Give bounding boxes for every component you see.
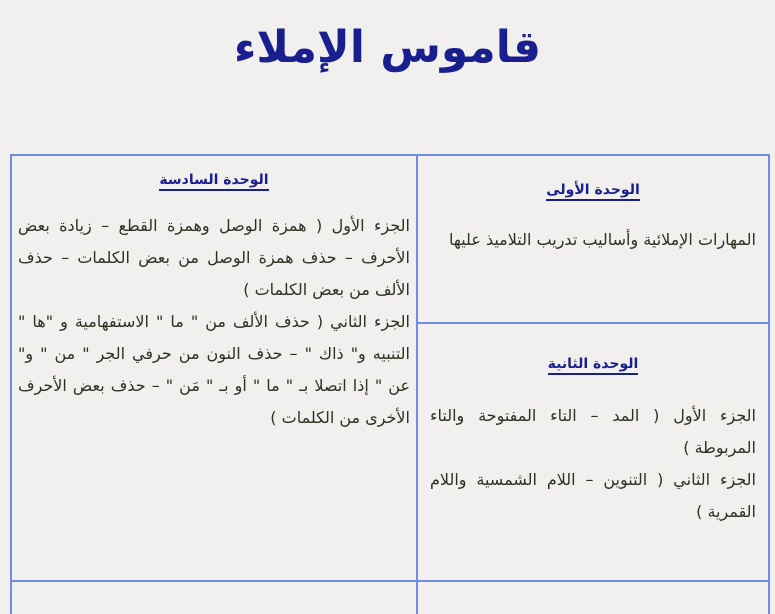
- page-title: قاموس الإملاء: [233, 22, 542, 73]
- unit-1-title: الوحدة الأولى: [430, 174, 756, 206]
- unit-6-part-1: الجزء الأول ( همزة الوصل وهمزة القطع – زيادة بعض الأحرف – حذف همزة الوصل من بعض الكلمات – حذف الألف من بعض الكلمات ): [18, 216, 410, 299]
- unit-1-text: المهارات الإملائية وأساليب تدريب التلاميذ عليها: [448, 230, 756, 249]
- unit-2-title: الوحدة الثانية: [430, 348, 756, 380]
- table-border-right: [768, 154, 770, 614]
- unit-6-cell: [12, 156, 416, 580]
- unit-2-part-2: الجزء الثاني ( التنوين – اللام الشمسية واللام القمرية ): [430, 470, 756, 521]
- unit-6-part-2: الجزء الثاني ( حذف الألف من " ما " الاستفهامية و "ها " التنبيه و" ذاك " – حذف النون من حرفي الجر " من " و" عن " إذا اتصلا بـ " ما " أو بـ " مَن " – حذف بعض الأحرف الأخرى من الكلمات ): [18, 312, 410, 427]
- table-divider-left-row: [12, 580, 416, 582]
- unit-2-part-1: الجزء الأول ( المد – التاء المفتوحة والتاء المربوطة ): [430, 406, 756, 457]
- unit-1-cell: [418, 156, 768, 322]
- unit-6-title: الوحدة السادسة: [18, 164, 410, 196]
- table-divider-right-row-2: [418, 580, 768, 582]
- unit-2-cell: [418, 324, 768, 580]
- units-table: [10, 154, 770, 614]
